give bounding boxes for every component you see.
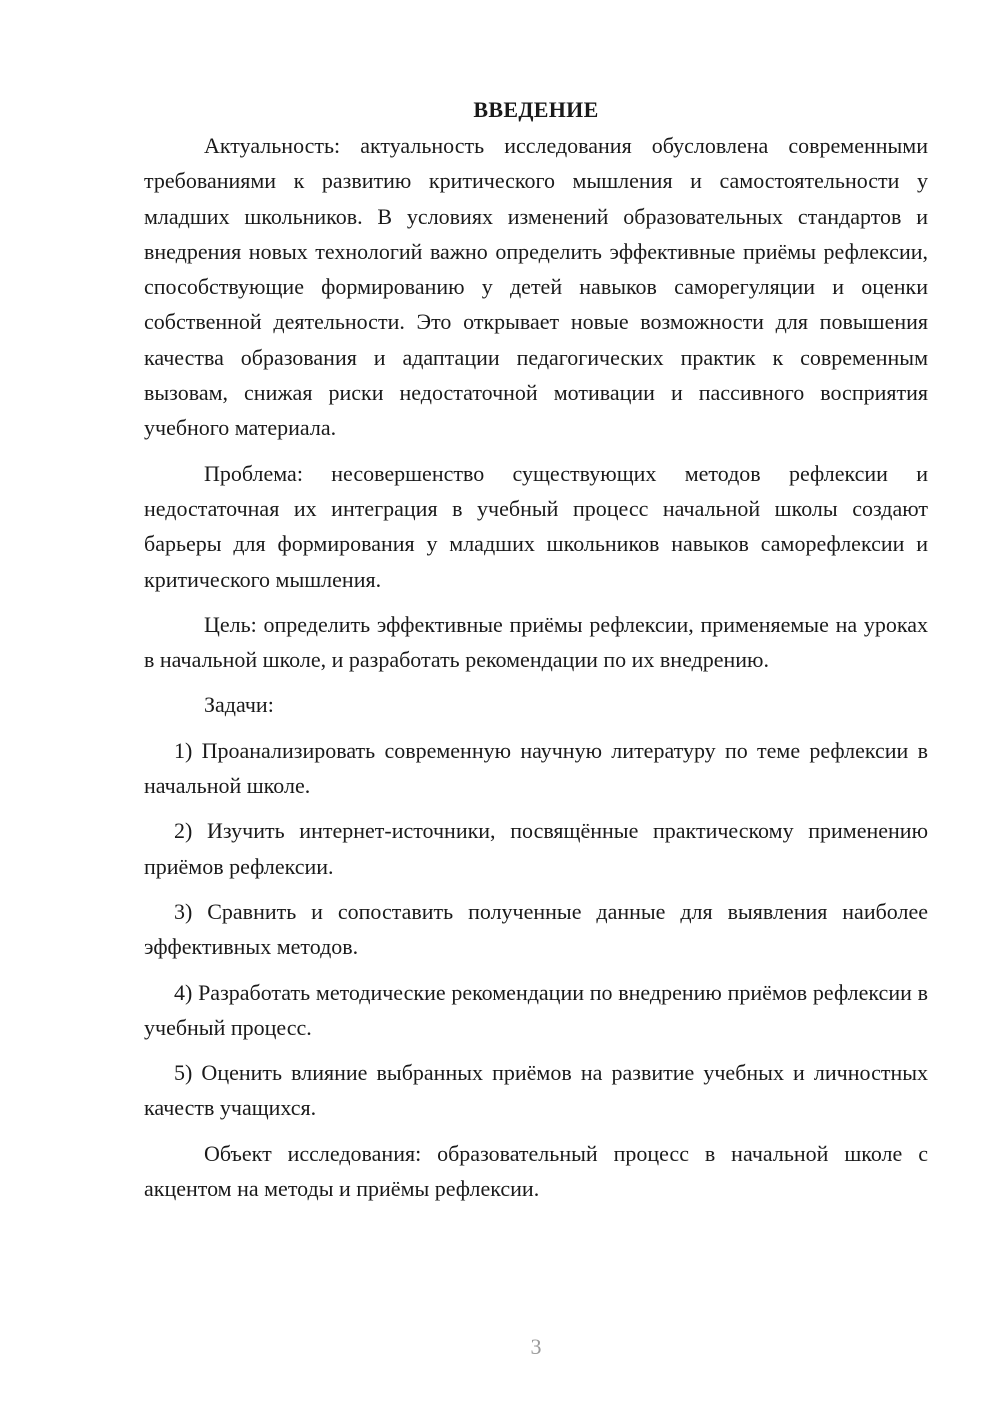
page-number: 3 xyxy=(530,1334,542,1359)
relevance-paragraph: Актуальность: актуальность исследования обусловлена современными требованиями к развитию критического мышления и самостоятельности у младших школьников. В условиях изменений образовательных стандартов и внедрения новых технологий важно определить эффективные приёмы рефлексии, способствующие формированию у детей навыков саморегуляции и оценки собственной деятельности. Это открывает новые возможности для повышения качества образования и адаптации педагогических практик к современным вызовам, снижая риски недостаточной мотивации и пассивного восприятия учебного материала. xyxy=(144,133,928,441)
object-paragraph: Объект исследования: образовательный процесс в начальной школе с акцентом на методы и приёмы рефлексии. xyxy=(144,1140,928,1202)
task-item-5: 5) Оценить влияние выбранных приёмов на развитие учебных и личностных качеств учащихся. xyxy=(144,1060,928,1121)
document-page xyxy=(144,92,928,1216)
problem-paragraph: Проблема: несовершенство существующих методов рефлексии и недостаточная их интеграция в учебный процесс начальной школы создают барьеры для формирования у младших школьников навыков саморефлексии и критического мышления. xyxy=(144,460,928,592)
tasks-heading: Задачи: xyxy=(204,692,274,718)
goal-paragraph: Цель: определить эффективные приёмы рефлексии, применяемые на уроках в начальной школе, и разработать рекомендации по их внедрению. xyxy=(144,611,928,673)
task-item-2: 2) Изучить интернет-источники, посвящённые практическому применению приёмов рефлексии. xyxy=(144,818,928,879)
section-title: ВВЕДЕНИЕ xyxy=(473,97,599,122)
task-item-4: 4) Разработать методические рекомендации по внедрению приёмов рефлексии в учебный процесс. xyxy=(144,979,928,1040)
task-item-1: 1) Проанализировать современную научную литературу по теме рефлексии в начальной школе. xyxy=(144,737,928,799)
task-item-3: 3) Сравнить и сопоставить полученные данные для выявления наиболее эффективных методов. xyxy=(144,898,928,960)
